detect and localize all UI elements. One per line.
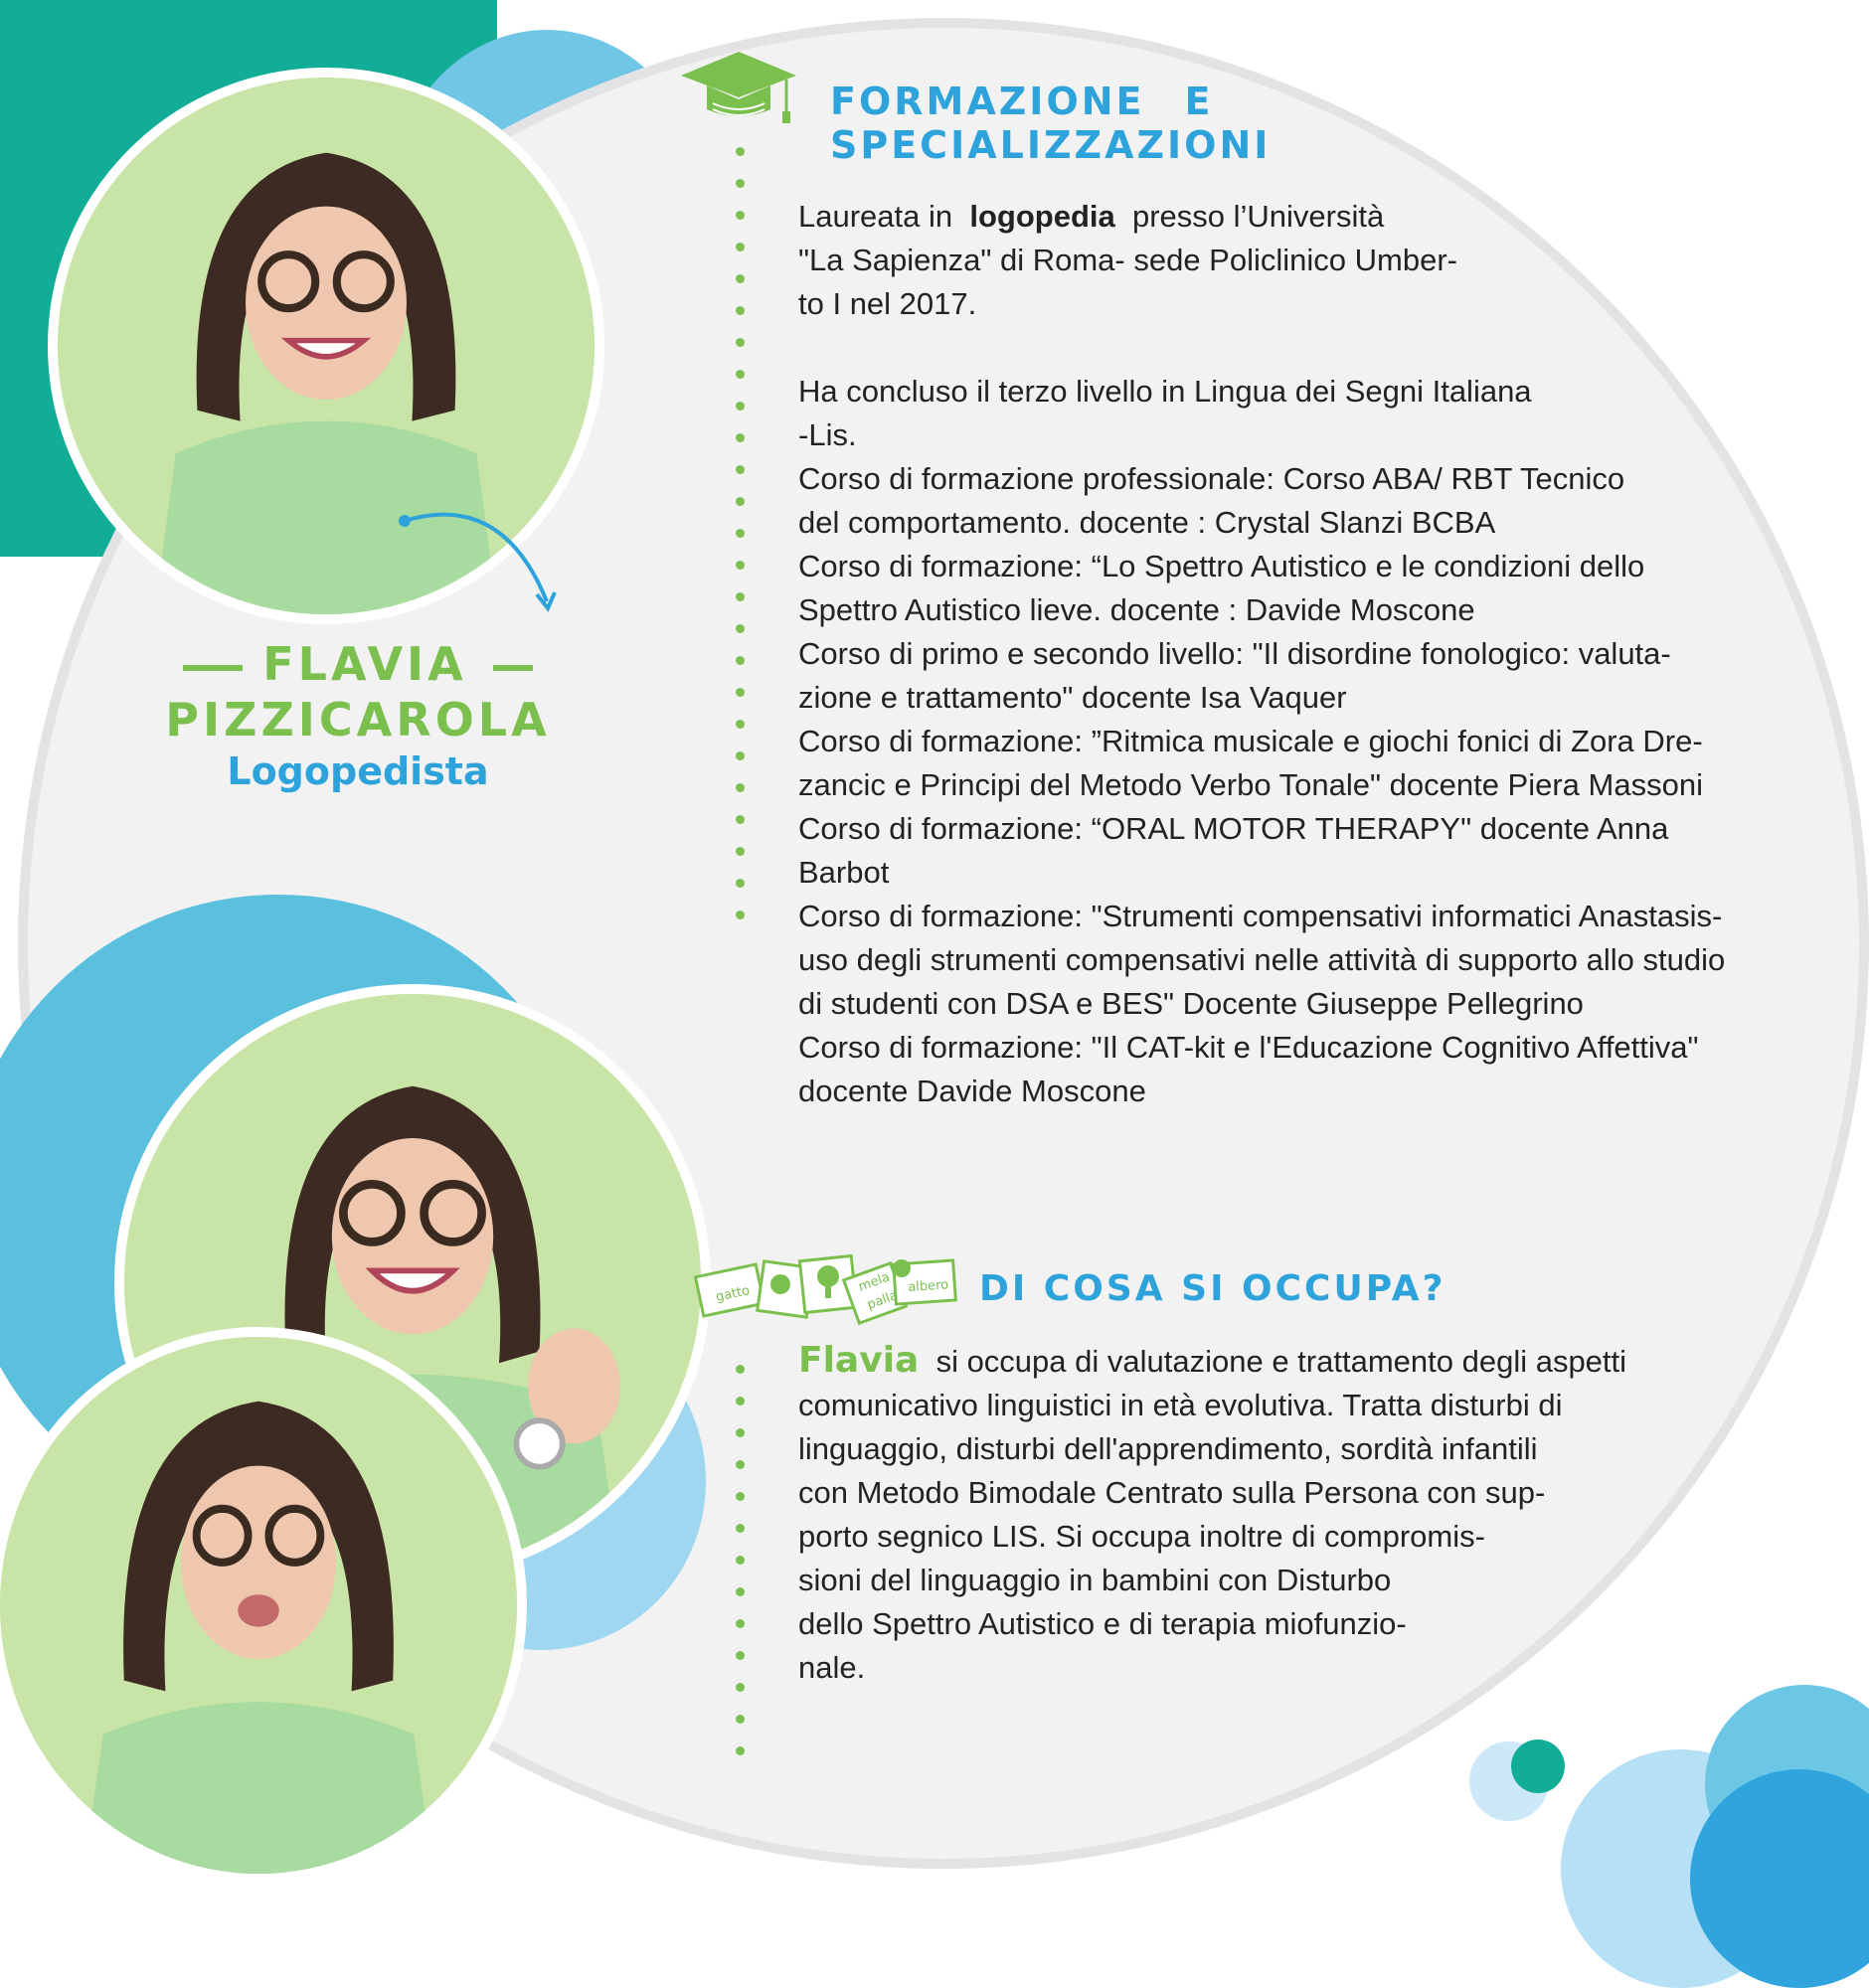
work-heading: DI COSA SI OCCUPA? bbox=[979, 1268, 1446, 1309]
work-line: porto segnico LIS. Si occupa inoltre di compromis- bbox=[798, 1519, 1485, 1554]
training-line: zione e trattamento" docente Isa Vaquer bbox=[798, 680, 1347, 715]
training-line: Barbot bbox=[798, 855, 890, 890]
dash-decor bbox=[493, 665, 533, 671]
training-line: Spettro Autistico lieve. docente : Davide Moscone bbox=[798, 592, 1475, 627]
intro-line: "La Sapienza" di Roma- sede Policlinico Umber- bbox=[798, 243, 1457, 277]
training-line: Corso di formazione: ”Ritmica musicale e giochi fonici di Zora Dre- bbox=[798, 724, 1703, 758]
training-line: Corso di formazione: "Il CAT-kit e l'Educazione Cognitivo Affettiva" bbox=[798, 1030, 1699, 1065]
first-name-line bbox=[149, 636, 567, 692]
work-line: dello Spettro Autistico e di terapia miofunzio- bbox=[798, 1606, 1407, 1641]
dotted-divider-top bbox=[736, 147, 746, 942]
work-lead-text: si occupa di valutazione e trattamento degli aspetti bbox=[935, 1344, 1627, 1379]
training-line: uso degli strumenti compensativi nelle attività di supporto allo studio bbox=[798, 942, 1726, 977]
word-cards-icon bbox=[691, 1241, 959, 1330]
role-label: Logopedista bbox=[227, 749, 489, 793]
work-lead-name: Flavia bbox=[798, 1340, 920, 1381]
first-name: FLAVIA bbox=[262, 637, 467, 691]
training-line: Corso di formazione: "Strumenti compensativi informatici Anastasis- bbox=[798, 899, 1723, 933]
curved-arrow-icon bbox=[393, 497, 572, 616]
training-heading-line2: SPECIALIZZAZIONI bbox=[830, 123, 1272, 167]
training-line: Corso di formazione professionale: Corso ABA/ RBT Tecnico bbox=[798, 461, 1625, 496]
intro-bold: logopedia bbox=[969, 199, 1115, 234]
training-line: Corso di formazione: “Lo Spettro Autistico e le condizioni dello bbox=[798, 549, 1645, 583]
work-line: sioni del linguaggio in bambini con Disturbo bbox=[798, 1563, 1392, 1597]
training-line: Ha concluso il terzo livello in Lingua dei Segni Italiana bbox=[798, 374, 1532, 409]
work-line: nale. bbox=[798, 1650, 866, 1685]
training-heading bbox=[830, 80, 1271, 167]
training-text bbox=[798, 195, 1802, 1113]
intro-text: Laureata in bbox=[798, 199, 953, 234]
training-heading-word: E bbox=[1184, 80, 1214, 123]
training-line: di studenti con DSA e BES" Docente Giuseppe Pellegrino bbox=[798, 986, 1584, 1021]
last-name: PIZZICAROLA bbox=[165, 693, 551, 746]
intro-line bbox=[798, 195, 1802, 239]
intro-line: to I nel 2017. bbox=[798, 286, 977, 321]
training-line: -Lis. bbox=[798, 417, 857, 452]
intro-text: presso l’Università bbox=[1131, 199, 1385, 234]
training-line: del comportamento. docente : Crystal Slanzi BCBA bbox=[798, 505, 1496, 540]
dotted-divider-bottom bbox=[736, 1365, 746, 1778]
dash-decor bbox=[183, 665, 243, 671]
bubble-decor bbox=[1511, 1740, 1565, 1793]
training-line: Corso di formazione: “ORAL MOTOR THERAPY" docente Anna bbox=[798, 811, 1669, 846]
profile-name-block bbox=[149, 636, 567, 795]
card-word: albero bbox=[907, 1277, 949, 1296]
portrait-photo-funny-face bbox=[0, 1327, 527, 1884]
card-word: gatto bbox=[714, 1283, 752, 1305]
work-lead-line bbox=[798, 1339, 1663, 1384]
training-line: Corso di primo e secondo livello: "Il disordine fonologico: valuta- bbox=[798, 636, 1671, 671]
work-line: con Metodo Bimodale Centrato sulla Persona con sup- bbox=[798, 1475, 1546, 1510]
training-heading-word: FORMAZIONE bbox=[830, 80, 1145, 123]
work-text bbox=[798, 1339, 1663, 1690]
work-line: comunicativo linguistici in età evolutiva. Tratta disturbi di bbox=[798, 1388, 1563, 1422]
training-line: docente Davide Moscone bbox=[798, 1074, 1146, 1108]
card-word: mela bbox=[856, 1269, 893, 1295]
work-line: linguaggio, disturbi dell'apprendimento, sordità infantili bbox=[798, 1431, 1538, 1466]
graduation-cap-icon bbox=[679, 46, 798, 125]
training-line: zancic e Principi del Metodo Verbo Tonale" docente Piera Massoni bbox=[798, 767, 1703, 802]
card-word: palla bbox=[865, 1287, 901, 1313]
